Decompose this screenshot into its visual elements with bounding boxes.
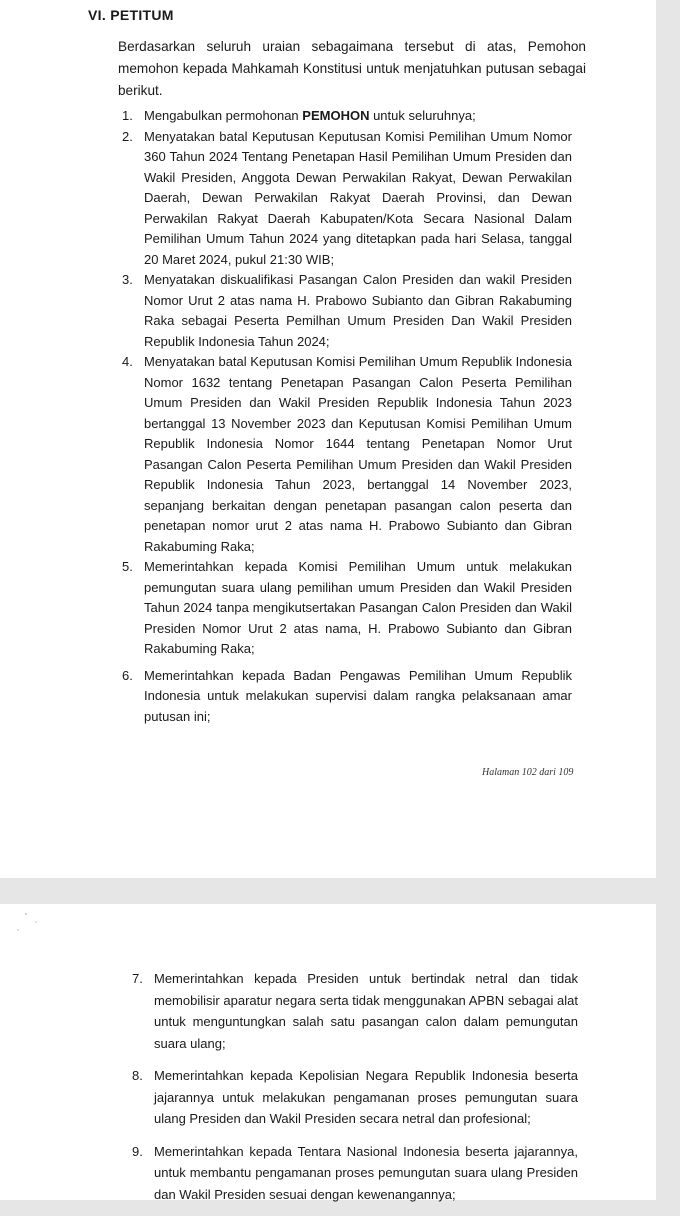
item-number: 3. (122, 272, 133, 287)
section-heading: VI. PETITUM (88, 7, 174, 23)
list-item (118, 352, 572, 557)
petitum-list-page-2 (128, 968, 578, 1216)
list-item (118, 666, 572, 728)
item-text: Memerintahkan kepada Tentara Nasional Indonesia beserta jajarannya, untuk membantu pengamanan proses pemungutan suara ulang Presiden dan Wakil Presiden sesuai dengan kewenangannya; (154, 1143, 578, 1202)
list-item (128, 968, 578, 1054)
item-text-suffix: untuk seluruhnya; (369, 108, 476, 123)
item-text-prefix: Mengabulkan permohonan (144, 108, 303, 123)
item-number: 1. (122, 108, 133, 123)
item-text: Menyatakan batal Keputusan Komisi Pemilihan Umum Republik Indonesia Nomor 1632 tentang Penetapan Pasangan Calon Peserta Pemilihan Umum Presiden dan Wakil Presiden Republik Indonesia Tahun 2023 bertanggal 13 November 2023 dan Keputusan Komisi Pemilihan Umum Republik Indonesia Nomor 1644 tentang Penetapan Nomor Urut Pasangan Calon Peserta Pemilihan Umum Presiden dan Wakil Presiden Republik Indonesia Tahun 2023, bertanggal 14 November 2023, sepanjang berkaitan dengan penetapan pasangan calon peserta dan penetapan nomor urut 2 atas nama H. Prabowo Subianto dan Gibran Rakabuming Raka; (144, 354, 572, 554)
scan-specks (14, 912, 44, 942)
list-item (118, 557, 572, 660)
item-text: Memerintahkan kepada Kepolisian Negara Republik Indonesia beserta jajarannya untuk melakukan pengamanan proses pemungutan suara ulang Presiden dan Wakil Presiden secara netral dan profesional; (154, 1068, 578, 1126)
intro-paragraph: Berdasarkan seluruh uraian sebagaimana tersebut di atas, Pemohon memohon kepada Mahkamah Konstitusi untuk menjatuhkan putusan sebagai berikut. (118, 39, 586, 98)
item-number: 5. (122, 559, 133, 574)
list-item (118, 270, 572, 352)
list-item (118, 106, 572, 127)
item-text: Memerintahkan kepada Badan Pengawas Pemilihan Umum Republik Indonesia untuk melakukan supervisi dalam rangka pelaksanaan amar putusan ini; (144, 667, 572, 724)
petitum-list-page-1 (118, 106, 572, 727)
item-text: Memerintahkan kepada Komisi Pemilihan Umum untuk melakukan pemungutan suara ulang pemilihan umum Presiden dan Wakil Presiden Tahun 2024 tanpa mengikutsertakan Pasangan Calon Presiden dan Wakil Presiden Nomor Urut 2 atas nama, H. Prabowo Subianto dan Gibran Rakabuming Raka; (144, 559, 572, 656)
item-number: 4. (122, 354, 133, 369)
list-item (118, 127, 572, 271)
item-text: Memerintahkan kepada Presiden untuk bertindak netral dan tidak memobilisir aparatur negara serta tidak menggunakan APBN sebagai alat untuk menguntungkan salah satu pasangan calon dalam pemungutan suara ulang; (154, 971, 578, 1051)
item-text: Menyatakan diskualifikasi Pasangan Calon Presiden dan wakil Presiden Nomor Urut 2 atas nama H. Prabowo Subianto dan Gibran Rakabuming Raka sebagai Peserta Pemilhan Umum Presiden Dan Wakil Presiden Republik Indonesia Tahun 2024; (144, 272, 572, 349)
item-text-bold: PEMOHON (302, 108, 370, 123)
list-item (128, 1141, 578, 1206)
list-item (128, 1065, 578, 1130)
item-number: 9. (132, 1143, 143, 1159)
item-number: 6. (122, 667, 133, 683)
item-number: 7. (132, 971, 143, 986)
item-text: Menyatakan batal Keputusan Keputusan Komisi Pemilihan Umum Nomor 360 Tahun 2024 Tentang Penetapan Hasil Pemilihan Umum Presiden dan Wakil Presiden, Anggota Dewan Perwakilan Rakyat, Dewan Perwakilan Daerah, Dewan Perwakilan Rakyat Daerah Provinsi, dan Dewan Perwakilan Rakyat Daerah Kabupaten/Kota Secara Nasional Dalam Pemilihan Umum Tahun 2024 yang ditetapkan pada hari Selasa, tanggal 20 Maret 2024, pukul 21:30 WIB; (144, 128, 572, 267)
item-number: 8. (132, 1068, 143, 1083)
page-number: Halaman 102 dari 109 (482, 767, 574, 778)
item-number: 2. (122, 128, 133, 144)
